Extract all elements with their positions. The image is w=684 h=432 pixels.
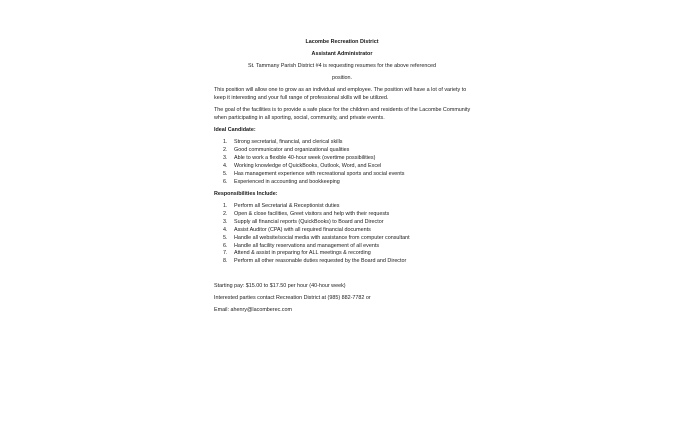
position-title: Assistant Administrator [311,51,373,57]
list-item: 6. Handle all facility reservations and management of all events [223,242,380,249]
list-item: 5. Has management experience with recreational sports and social events [223,170,405,177]
list-item: 1. Perform all Secretarial & Receptionist duties [223,203,340,209]
starting-pay: Starting pay: $15.00 to $17.50 per hour (40-hour week) [214,283,346,289]
list-item: 3. Able to work a flexible 40-hour week (overtime possibilities) [223,154,376,161]
list-item: 1. Strong secretarial, financial, and clerical skills [223,139,343,145]
list-item: 5. Handle all website/social media with assistance from computer consultant [223,234,410,241]
intro-line-continued: position. [331,75,353,81]
email-line: Email: ahenry@lacomberec.com [214,307,292,313]
responsibilities-list [223,203,473,266]
paragraph-variety: This position will allow one to grow as an individual and employee. The position will have a lot of variety to keep it interesting and your full range of professional skills will be utilized. [214,87,467,101]
list-item: 7. Attend & assist in preparing for ALL meetings & recording [223,250,371,257]
list-item: 4. Assist Auditor (CPA) with all required financial documents [223,226,371,233]
list-item: 2. Open & close facilities, Greet visitors and help with their requests [223,210,390,217]
ideal-candidate-heading: Ideal Candidate: [214,127,256,133]
list-item: 4. Working knowledge of QuickBooks, Outlook, Word, and Excel [223,162,382,169]
intro-line: St. Tammany Parish District #4 is requesting resumes for the above referenced [247,63,437,69]
org-title: Lacombe Recreation District [305,39,379,45]
list-item: 3. Supply all financial reports (QuickBooks) to Board and Director [223,218,384,225]
ideal-candidate-list [223,139,473,186]
list-item: 2. Good communicator and organizational qualities [223,146,350,153]
list-item: 8. Perform all other reasonable duties requested by the Board and Director [223,258,407,265]
contact-line: Interested parties contact Recreation District at (985) 882-7782 or [214,295,371,301]
paragraph-goal: The goal of the facilities is to provide a safe place for the children and residents of the Lacombe Community when participating in all sporting, social, community, and private events. [214,107,471,121]
list-item: 6. Experienced in accounting and bookkeeping [223,178,340,185]
responsibilities-heading: Responsibilities Include: [214,191,278,197]
